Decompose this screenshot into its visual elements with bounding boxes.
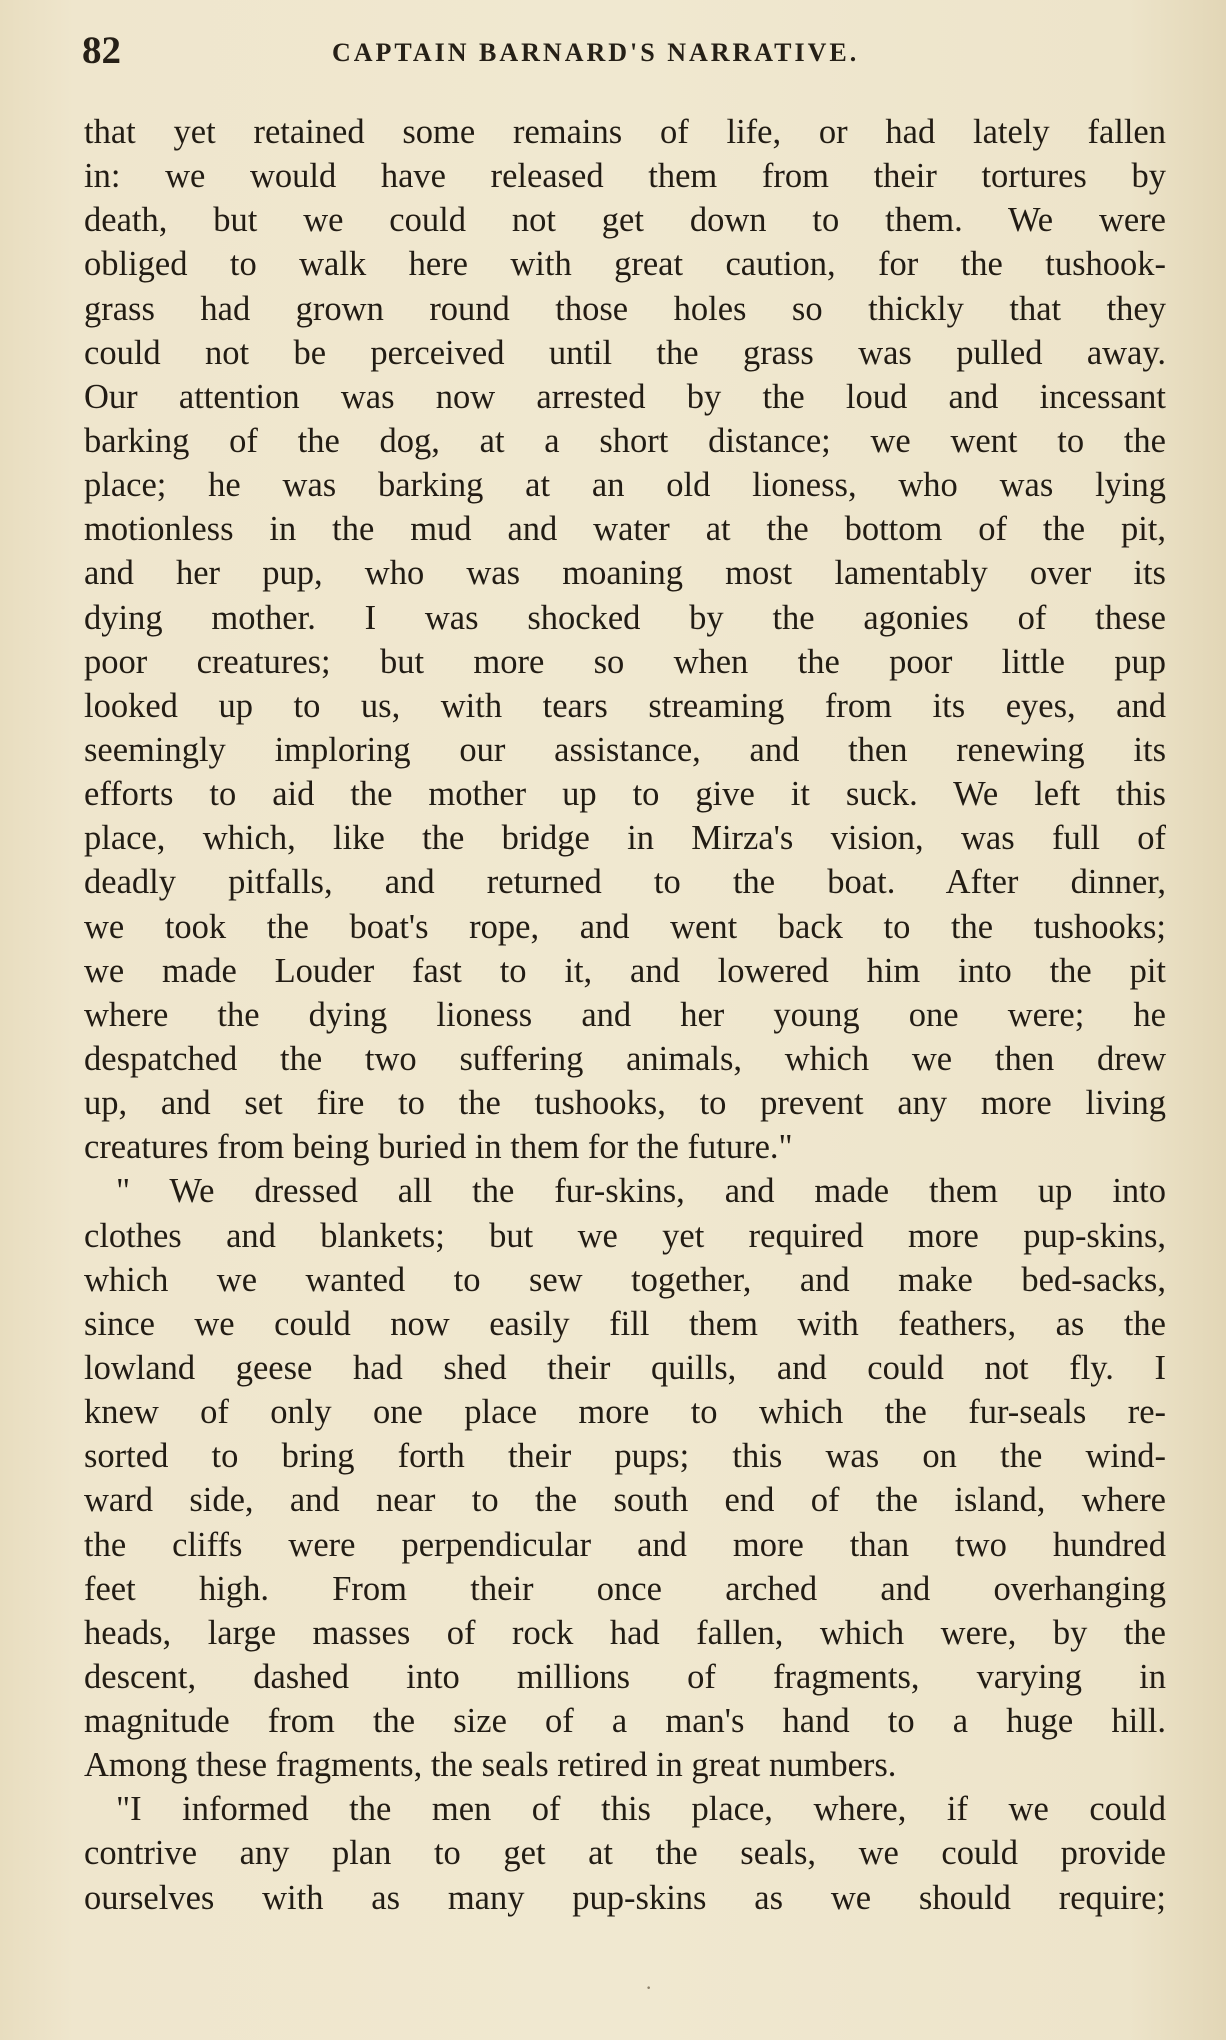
text-line: the cliffs were perpendicular and more than two hundred (84, 1525, 1166, 1564)
text-line: poor creatures; but more so when the poor little pup (84, 642, 1166, 681)
text-line: barking of the dog, at a short distance; we went to the (84, 421, 1166, 460)
text-line: place; he was barking at an old lioness, who was lying (84, 466, 1166, 505)
text-line: place, which, like the bridge in Mirza's vision, was full of (84, 819, 1166, 858)
text-line: seemingly imploring our assistance, and then renewing its (84, 730, 1166, 769)
text-line: we made Louder fast to it, and lowered him into the pit (84, 951, 1166, 990)
page-number: 82 (82, 29, 121, 72)
text-line: feet high. From their once arched and overhanging (84, 1569, 1166, 1608)
text-line: that yet retained some remains of life, or had lately fallen (84, 113, 1166, 151)
paragraph-end-line: creatures from being buried in them for the future." (84, 1128, 793, 1167)
text-line: grass had grown round those holes so thickly that they (84, 289, 1166, 328)
text-line: heads, large masses of rock had fallen, which were, by the (84, 1613, 1166, 1652)
text-line: could not be perceived until the grass was pulled away. (84, 333, 1166, 372)
text-line: which we wanted to sew together, and make bed-sacks, (84, 1260, 1166, 1299)
text-line: despatched the two suffering animals, which we then drew (84, 1039, 1166, 1078)
text-line: contrive any plan to get at the seals, we could provide (84, 1834, 1166, 1873)
text-line: ward side, and near to the south end of the island, where (84, 1481, 1166, 1520)
paper-speck: · (645, 1975, 653, 2000)
paragraph-end-line: Among these fragments, the seals retired in great numbers. (84, 1746, 897, 1785)
text-line: ourselves with as many pup-skins as we should require; (84, 1878, 1166, 1917)
text-line: descent, dashed into millions of fragments, varying in (84, 1657, 1166, 1696)
text-line: where the dying lioness and her young one were; he (84, 995, 1166, 1034)
text-line: clothes and blankets; but we yet required more pup-skins, (84, 1216, 1166, 1255)
text-line: death, but we could not get down to them. We were (84, 201, 1166, 240)
text-line: we took the boat's rope, and went back to the tushooks; (84, 907, 1166, 946)
text-line: since we could now easily fill them with feathers, as the (84, 1304, 1166, 1343)
text-line: looked up to us, with tears streaming from its eyes, and (84, 686, 1166, 725)
text-line: in: we would have released them from their tortures by (84, 157, 1166, 196)
text-line: up, and set fire to the tushooks, to prevent any more living (84, 1084, 1166, 1123)
text-line: magnitude from the size of a man's hand to a huge hill. (84, 1702, 1166, 1741)
text-line: sorted to bring forth their pups; this was on the wind- (84, 1437, 1166, 1476)
text-line: motionless in the mud and water at the bottom of the pit, (84, 510, 1166, 549)
page-header (82, 24, 1162, 84)
text-line: dying mother. I was shocked by the agonies of these (84, 598, 1166, 637)
running-head: CAPTAIN BARNARD'S NARRATIVE. (332, 38, 860, 67)
text-line: Our attention was now arrested by the loud and incessant (84, 377, 1166, 416)
paragraph-start-line: " We dressed all the fur-skins, and made them up into (116, 1172, 1166, 1211)
text-line: deadly pitfalls, and returned to the boat. After dinner, (84, 863, 1166, 902)
text-line: knew of only one place more to which the fur-seals re- (84, 1393, 1166, 1432)
text-line: lowland geese had shed their quills, and could not fly. I (84, 1348, 1166, 1387)
text-line: efforts to aid the mother up to give it suck. We left this (84, 775, 1166, 814)
paragraph-start-line: "I informed the men of this place, where, if we could (116, 1790, 1166, 1829)
text-line: obliged to walk here with great caution, for the tushook- (84, 245, 1166, 284)
body-text (84, 110, 1166, 1920)
text-line: and her pup, who was moaning most lamentably over its (84, 554, 1166, 593)
